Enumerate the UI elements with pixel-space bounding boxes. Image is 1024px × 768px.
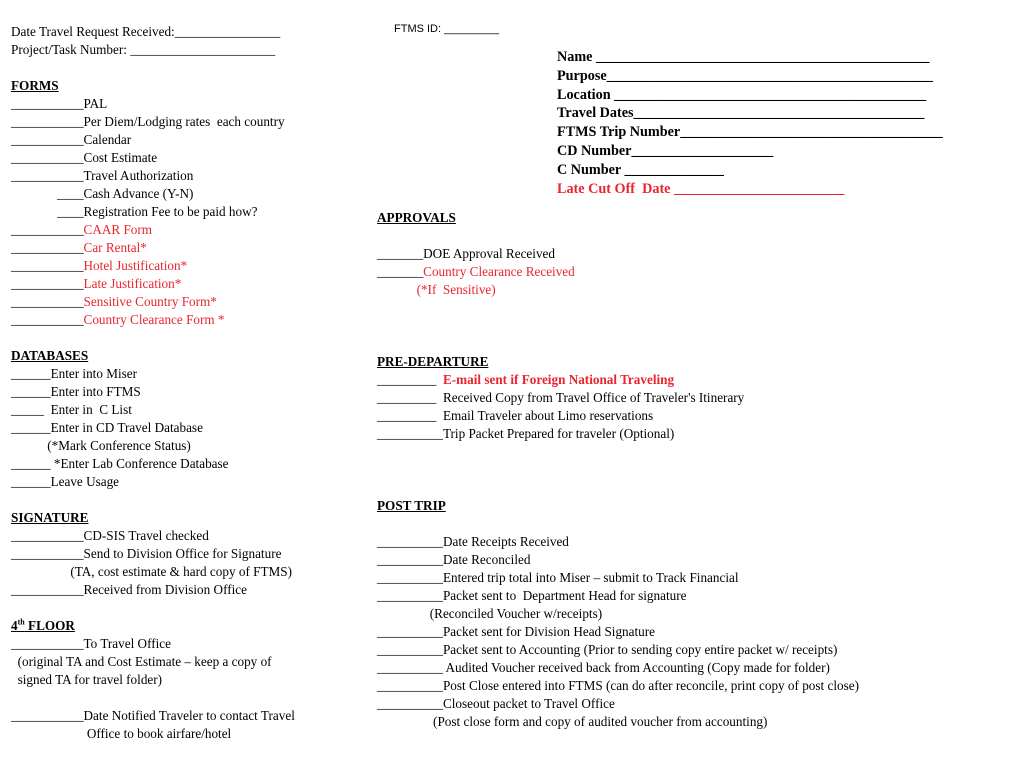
signature-item: ___________Received from Division Office xyxy=(11,582,247,597)
trip-info-line: Travel Dates_________________________________________ xyxy=(557,105,925,122)
trip-info-line: CD Number____________________ xyxy=(557,142,774,159)
trip-info-line: Purpose______________________________________________ xyxy=(557,67,933,84)
pre-departure-item: __________Trip Packet Prepared for traveler (Optional) xyxy=(377,426,675,441)
forms-item: ____Cash Advance (Y-N) xyxy=(11,186,194,201)
post-trip-item: __________Entered trip total into Miser – submit to Track Financial xyxy=(377,570,739,585)
databases-item: ______ *Enter Lab Conference Database xyxy=(11,456,229,471)
forms-red-item-blank: ___________ xyxy=(11,258,84,273)
fourth-floor-heading xyxy=(11,617,356,635)
forms-red-item xyxy=(11,293,356,311)
post-trip-item: __________Date Receipts Received xyxy=(377,534,569,549)
post-trip-item: __________Packet sent to Accounting (Prior to sending copy entire packet w/ receipts) xyxy=(377,642,838,657)
approvals-heading: APPROVALS xyxy=(377,210,456,225)
forms-red-item-blank: ___________ xyxy=(11,222,84,237)
left-checklist-column xyxy=(11,23,356,743)
post-trip-item: __________Packet sent to Department Head for signature xyxy=(377,588,687,603)
forms-red-item-blank: ___________ xyxy=(11,294,84,309)
country-clearance-blank: _______ xyxy=(377,264,424,279)
forms-red-item xyxy=(11,257,356,275)
right-checklist-column xyxy=(377,209,997,731)
databases-item: (*Mark Conference Status) xyxy=(11,438,191,453)
post-trip-heading: POST TRIP xyxy=(377,498,446,513)
signature-item: ___________CD-SIS Travel checked xyxy=(11,528,209,543)
forms-red-list xyxy=(11,221,356,329)
forms-heading: FORMS xyxy=(11,78,59,93)
trip-info-line: Location ____________________________________________ xyxy=(557,86,927,103)
fourth-floor-list xyxy=(11,635,356,689)
forms-item: ___________Calendar xyxy=(11,132,132,147)
trip-info-line: Name _______________________________________________ xyxy=(557,49,930,65)
databases-heading: DATABASES xyxy=(11,348,89,363)
forms-red-item-label: Hotel Justification* xyxy=(83,258,188,273)
country-clearance-item xyxy=(377,263,997,281)
forms-red-item xyxy=(11,311,356,329)
databases-item: ______Leave Usage xyxy=(11,474,120,489)
notify-traveler-list xyxy=(11,707,356,743)
post-trip-item: __________Date Reconciled xyxy=(377,552,531,567)
country-clearance-label: Country Clearance Received xyxy=(423,264,575,279)
fourth-floor-rest: FLOOR xyxy=(24,618,75,633)
databases-item: ______Enter into Miser xyxy=(11,366,137,381)
trip-info-line: FTMS Trip Number_____________________________________ xyxy=(557,124,943,141)
signature-item: (TA, cost estimate & hard copy of FTMS) xyxy=(11,564,292,579)
fourth-floor-num: 4 xyxy=(11,618,18,633)
post-trip-list xyxy=(377,533,997,731)
trip-info-block xyxy=(557,48,943,198)
forms-list xyxy=(11,95,356,221)
databases-item: ______Enter into FTMS xyxy=(11,384,141,399)
fourth-floor-sup: th xyxy=(17,617,25,627)
post-trip-item: (Reconciled Voucher w/receipts) xyxy=(377,606,603,621)
forms-item: ___________Travel Authorization xyxy=(11,168,194,183)
forms-red-item xyxy=(11,275,356,293)
trip-info-line: Late Cut Off Date ________________________ xyxy=(557,180,845,197)
signature-item: ___________Send to Division Office for Signature xyxy=(11,546,282,561)
databases-list xyxy=(11,365,356,491)
fourth-floor-item: signed TA for travel folder) xyxy=(11,672,163,687)
forms-red-item-label: CAAR Form xyxy=(83,222,153,237)
trip-info-line: C Number ______________ xyxy=(557,161,724,178)
project-task-number: Project/Task Number: ______________________ xyxy=(11,42,276,57)
pre-departure-heading: PRE-DEPARTURE xyxy=(377,354,489,369)
pre-departure-list xyxy=(377,389,997,443)
pre-departure-item: _________ Email Traveler about Limo reservations xyxy=(377,408,654,423)
notify-traveler-item: Office to book airfare/hotel xyxy=(11,726,232,741)
databases-item: _____ Enter in C List xyxy=(11,402,132,417)
post-trip-item: __________Closeout packet to Travel Office xyxy=(377,696,615,711)
forms-red-item xyxy=(11,239,356,257)
post-trip-item: (Post close form and copy of audited voucher from accounting) xyxy=(377,714,768,729)
email-foreign-national-label: E-mail sent if Foreign National Traveling xyxy=(442,372,675,387)
databases-item: ______Enter in CD Travel Database xyxy=(11,420,203,435)
forms-red-item-label: Late Justification* xyxy=(83,276,182,291)
email-foreign-national-item xyxy=(377,371,997,389)
forms-red-item xyxy=(11,221,356,239)
forms-item: ____Registration Fee to be paid how? xyxy=(11,204,258,219)
post-trip-item: __________Post Close entered into FTMS (can do after reconcile, print copy of post close) xyxy=(377,678,859,693)
forms-red-item-blank: ___________ xyxy=(11,312,84,327)
forms-red-item-label: Country Clearance Form * xyxy=(83,312,225,327)
forms-item: ___________Cost Estimate xyxy=(11,150,158,165)
pre-departure-item: _________ Received Copy from Travel Office of Traveler's Itinerary xyxy=(377,390,745,405)
signature-list xyxy=(11,527,356,599)
post-trip-item: __________ Audited Voucher received back from Accounting (Copy made for folder) xyxy=(377,660,830,675)
forms-item: ___________PAL xyxy=(11,96,108,111)
post-trip-item: __________Packet sent for Division Head Signature xyxy=(377,624,655,639)
fourth-floor-item: ___________To Travel Office xyxy=(11,636,171,651)
signature-heading: SIGNATURE xyxy=(11,510,89,525)
notify-traveler-item: ___________Date Notified Traveler to contact Travel xyxy=(11,708,295,723)
fourth-floor-item: (original TA and Cost Estimate – keep a copy of xyxy=(11,654,272,669)
email-foreign-national-blank: _________ xyxy=(377,372,443,387)
forms-red-item-blank: ___________ xyxy=(11,240,84,255)
forms-red-item-label: Sensitive Country Form* xyxy=(83,294,217,309)
forms-red-item-label: Car Rental* xyxy=(83,240,147,255)
forms-item: ___________Per Diem/Lodging rates each country xyxy=(11,114,285,129)
doe-approval-item: _______DOE Approval Received xyxy=(377,246,555,261)
date-request-received: Date Travel Request Received:________________ xyxy=(11,24,281,39)
sensitive-note: (*If Sensitive) xyxy=(377,282,496,297)
ftms-id-field: FTMS ID: _________ xyxy=(394,23,500,35)
forms-red-item-blank: ___________ xyxy=(11,276,84,291)
